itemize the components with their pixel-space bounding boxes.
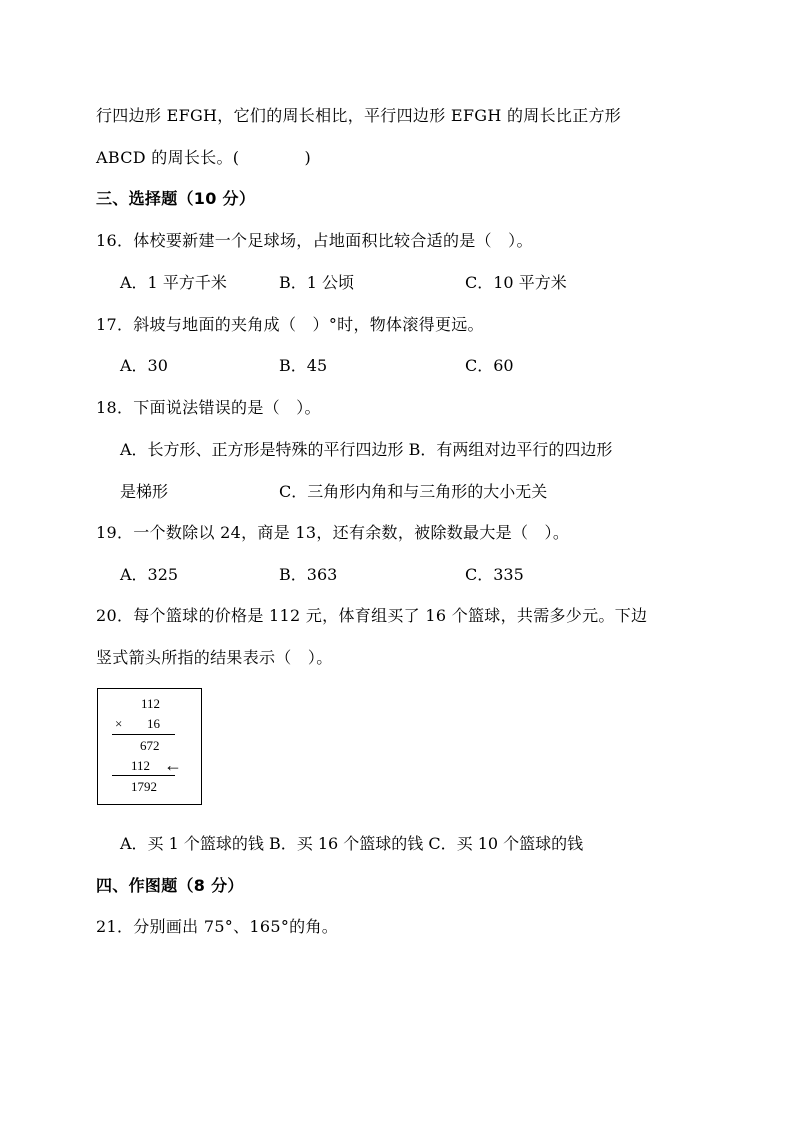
question-16-option-c: C．10 平方米 [465,273,567,292]
continuation-line-1: 行四边形 EFGH，它们的周长相比，平行四边形 EFGH 的周长比正方形 [96,106,622,125]
question-21-stem: 21．分别画出 75°、165°的角。 [96,917,339,936]
calc-times-sign: × [115,716,123,731]
question-19-option-c: C．335 [465,565,524,584]
section-4-heading: 四、作图题（8 分） [96,876,244,895]
vertical-multiplication-box [97,688,202,805]
calc-partial-product-1: 672 [140,738,160,753]
question-16-option-b: B．1 公顷 [279,273,355,292]
question-18-options-line-2b: C．三角形内角和与三角形的大小无关 [279,482,548,501]
question-18-options-line-2a: 是梯形 [120,482,169,501]
question-19-option-a: A．325 [120,565,179,584]
calc-partial-product-2: 112 [131,758,151,773]
question-16-option-a: A．1 平方千米 [120,273,227,292]
question-20-options: A．买 1 个篮球的钱 B．买 16 个篮球的钱 C．买 10 个篮球的钱 [120,834,584,853]
question-16-stem: 16．体校要新建一个足球场，占地面积比较合适的是（ ）。 [96,231,533,250]
question-19-stem: 19．一个数除以 24，商是 13，还有余数，被除数最大是（ ）。 [96,523,570,542]
question-19-option-b: B．363 [279,565,338,584]
question-18-stem: 18．下面说法错误的是（ ）。 [96,398,321,417]
question-18-options-line-1: A．长方形、正方形是特殊的平行四边形 B．有两组对边平行的四边形 [120,440,613,459]
question-17-option-a: A．30 [120,356,168,375]
calc-rule-1 [112,734,175,735]
calc-rule-2 [112,775,175,776]
calc-multiplier: 16 [147,716,160,731]
calc-multiplicand: 112 [141,696,161,711]
question-20-stem-1: 20．每个篮球的价格是 112 元，体育组买了 16 个篮球，共需多少元。下边 [96,606,648,625]
question-17-option-c: C．60 [465,356,514,375]
continuation-line-2: ABCD 的周长长。( ) [96,148,312,167]
question-20-stem-2: 竖式箭头所指的结果表示（ ）。 [96,648,333,667]
question-17-option-b: B．45 [279,356,328,375]
section-3-heading: 三、选择题（10 分） [96,189,256,208]
arrow-left-icon: ← [164,755,182,775]
question-17-stem: 17．斜坡与地面的夹角成（ ）°时，物体滚得更远。 [96,315,484,334]
calc-product: 1792 [131,779,157,794]
